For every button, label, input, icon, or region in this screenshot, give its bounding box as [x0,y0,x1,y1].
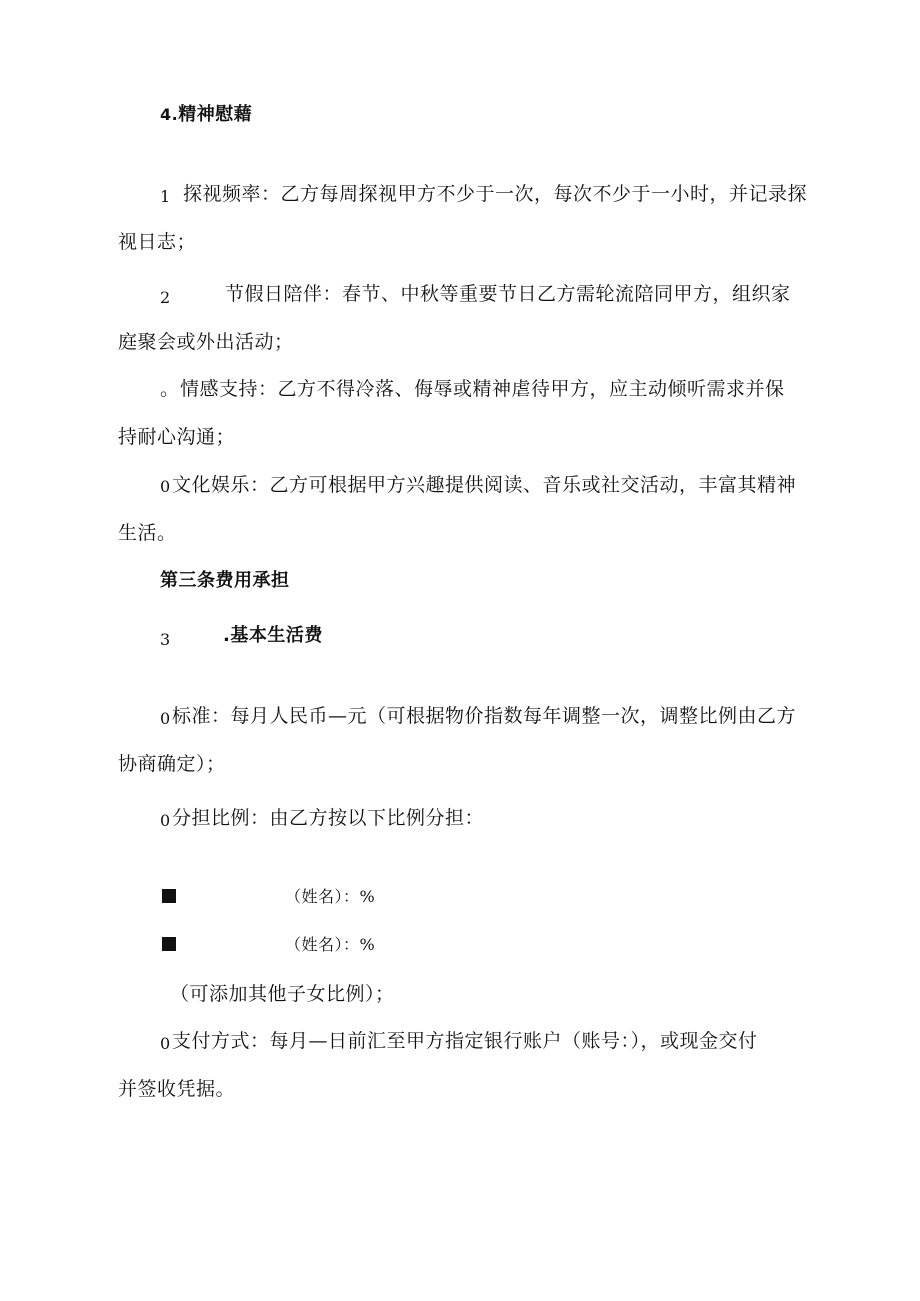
item-1-text-1: 探视频率：乙方每周探视甲方不少于一次，每次不少于一小时，并记录探 [183,183,808,205]
item-1-text-2: 视日志； [118,231,197,253]
standard-text-2: 协商确定）； [118,753,226,775]
item-4-text-1: 文化娱乐：乙方可根据甲方兴趣提供阅读、音乐或社交活动，丰富其精神 [172,474,797,496]
section-4-heading [160,106,252,124]
subsection-3-number: 3 [160,630,171,649]
item-4-marker: 0 [160,477,171,496]
bullet-square-icon [162,889,176,903]
bullet-square-icon [162,937,176,951]
share-entry-1: （姓名）：% [285,887,376,906]
share-ratio-text: 分担比例：由乙方按以下比例分担： [172,807,485,829]
payment-text-1: 支付方式：每月—日前汇至甲方指定银行账户（账号：），或现金交付 [172,1030,758,1052]
payment-marker: 0 [160,1034,171,1053]
payment-text-2: 并签收凭据。 [118,1078,236,1100]
share-entry-2: （姓名）：% [285,935,376,954]
item-3-text-2: 持耐心沟通； [118,426,236,448]
item-2-text-2: 庭聚会或外出活动； [118,331,294,353]
item-1-line-1 [160,187,171,206]
standard-text-1: 标准：每月人民币—元（可根据物价指数每年调整一次，调整比例由乙方 [172,705,797,727]
item-4-text-2: 生活。 [118,522,177,544]
add-children-note: （可添加其他子女比例）； [170,983,395,1005]
item-3-text-1: 情感支持：乙方不得冷落、侮辱或精神虐待甲方，应主动倾听需求并保 [180,378,785,400]
item-3-marker: 。 [160,378,180,400]
section-number: 4. [160,105,179,124]
subsection-3-title: .基本生活费 [223,625,323,646]
standard-marker: 0 [160,709,171,728]
item-2-marker: 2 [160,288,171,307]
item-marker: 1 [160,187,171,206]
item-2-text-1: 节假日陪伴：春节、中秋等重要节日乙方需轮流陪同甲方，组织家 [225,283,791,305]
article-3-heading: 第三条费用承担 [160,570,290,591]
share-ratio-marker: 0 [160,811,171,830]
section-title: 精神慰藉 [178,104,253,125]
